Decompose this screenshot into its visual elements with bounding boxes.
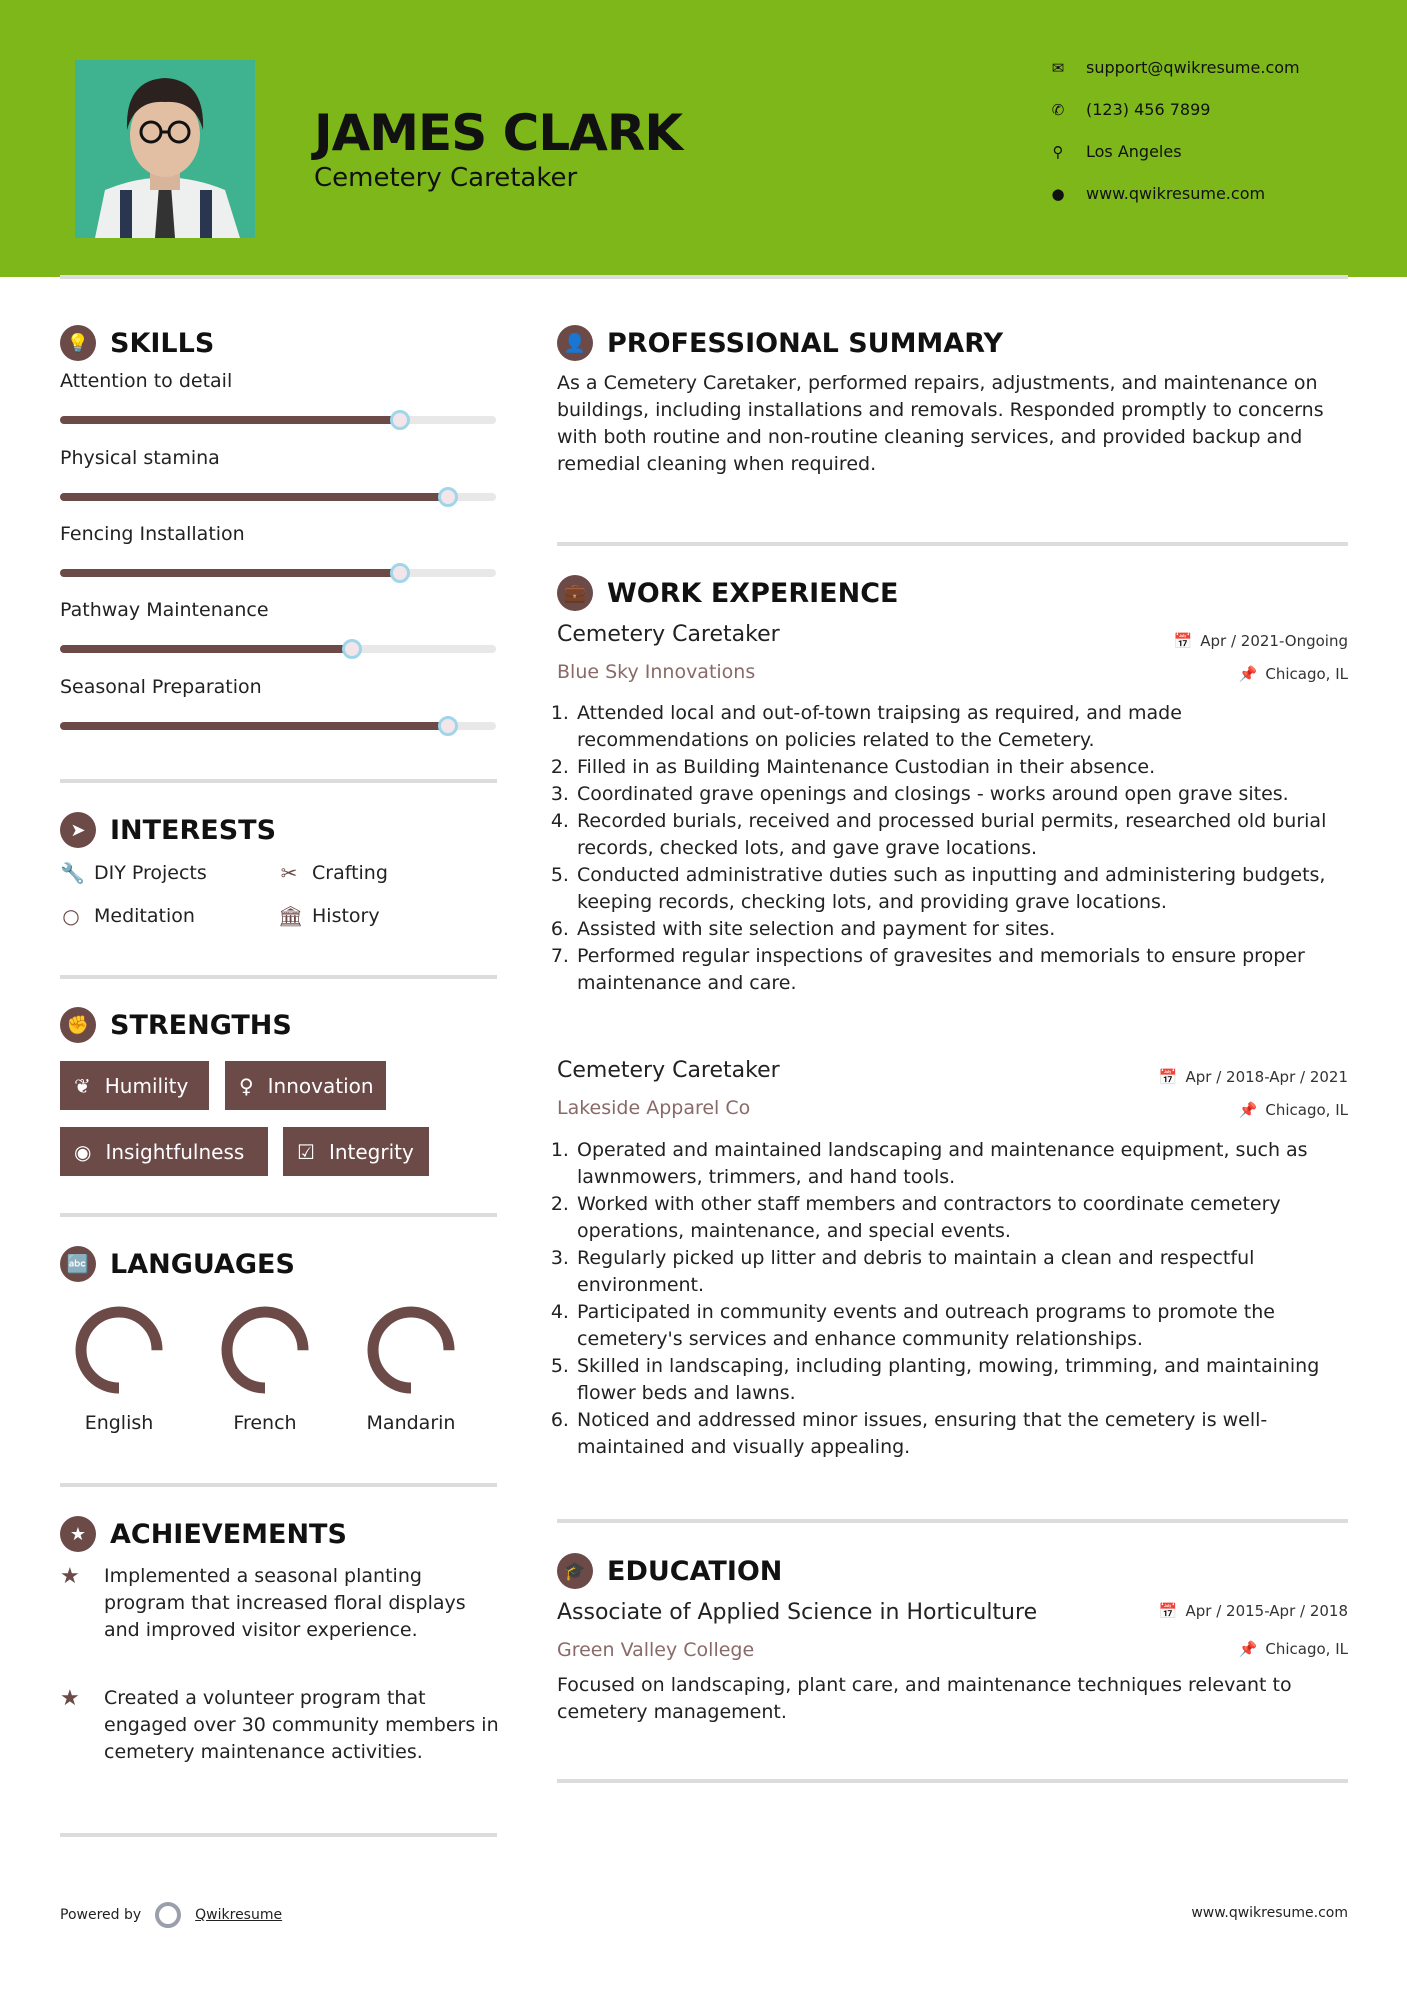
bullet: 5. Skilled in landscaping, including planting, mowing, trimming, and maintaining flower beds and lawns. — [575, 1353, 1347, 1407]
school-name: Green Valley College — [557, 1639, 755, 1661]
interest-item — [60, 861, 207, 885]
strength-label: Innovation — [267, 1073, 374, 1098]
skill-level-bar — [60, 645, 496, 653]
bullet: 6. Noticed and addressed minor issues, ensuring that the cemetery is well-maintained and visually appealing. — [575, 1407, 1347, 1461]
language-item — [351, 1302, 471, 1434]
dates-text: Apr / 2015-Apr / 2018 — [1185, 1602, 1348, 1620]
strength-tag — [283, 1127, 429, 1176]
qwikresume-link[interactable]: Qwikresume — [195, 1907, 283, 1923]
skill-level-bar — [60, 493, 496, 501]
interests-heading — [60, 812, 276, 848]
pin-icon: 📌 — [1238, 665, 1258, 683]
skill-level-fill — [60, 722, 448, 730]
language-label: Mandarin — [366, 1412, 456, 1434]
paper-plane-icon: ➤ — [60, 812, 96, 848]
strengths-heading — [60, 1007, 292, 1043]
interests-heading-text: INTERESTS — [110, 814, 277, 846]
contact-location — [1050, 142, 1182, 161]
footer-powered-by — [60, 1902, 282, 1928]
powered-by-text: Powered by — [60, 1907, 142, 1923]
language-level-ring — [217, 1302, 313, 1398]
map-marker-icon: ⚲ — [1052, 142, 1064, 161]
job-location — [1239, 1101, 1348, 1119]
phone-icon: ✆ — [1051, 100, 1065, 119]
eye-icon: ◉ — [74, 1139, 92, 1164]
strengths-heading-text: STRENGTHS — [110, 1009, 292, 1041]
achievement-item — [60, 1563, 500, 1644]
bank-icon: 🏛 — [278, 904, 304, 928]
skill-level-knob — [438, 716, 458, 736]
skills-heading — [60, 325, 214, 361]
divider — [60, 975, 497, 979]
pin-icon: 📌 — [1238, 1101, 1258, 1119]
job-bullets — [557, 1137, 1347, 1461]
strength-tag — [60, 1061, 209, 1110]
bullet: 7. Performed regular inspections of gravesites and memorials to ensure proper maintenance and care. — [575, 943, 1347, 997]
languages-heading-text: LANGUAGES — [110, 1248, 295, 1280]
skill-label: Seasonal Preparation — [60, 676, 262, 698]
achievements-heading — [60, 1516, 347, 1552]
skill-label: Fencing Installation — [60, 523, 245, 545]
calendar-icon: 📅 — [1173, 632, 1193, 650]
interest-item — [278, 904, 380, 928]
bullet: 2. Worked with other staff members and contractors to coordinate cemetery operations, maintenance, and special events. — [575, 1191, 1347, 1245]
dates-text: Apr / 2021-Ongoing — [1200, 632, 1348, 650]
contact-website[interactable] — [1050, 184, 1265, 203]
skill-level-knob — [342, 639, 362, 659]
briefcase-icon: 💼 — [557, 575, 593, 611]
divider — [60, 1833, 497, 1837]
divider — [60, 779, 497, 783]
circle-icon: ○ — [62, 904, 80, 928]
skill-level-fill — [60, 493, 448, 501]
graduate-icon: 🎓 — [557, 1553, 593, 1589]
pin-icon: 📌 — [1238, 1640, 1258, 1658]
lightbulb-icon: 💡 — [60, 325, 96, 361]
star-icon: ★ — [60, 1686, 80, 1711]
language-item — [205, 1302, 325, 1434]
interest-item — [60, 904, 195, 928]
divider — [60, 1483, 497, 1487]
job-dates — [1159, 1068, 1348, 1086]
achievement-item — [60, 1685, 500, 1766]
achievement-text: Created a volunteer program that engaged over 30 community members in cemetery maintenance activities. — [104, 1687, 499, 1763]
interest-item — [278, 861, 388, 885]
star-icon: ★ — [60, 1564, 80, 1589]
check-square-icon: ☑ — [297, 1139, 315, 1164]
candidate-name: JAMES CLARK — [314, 104, 683, 162]
star-badge-icon: ★ — [60, 1516, 96, 1552]
calendar-icon: 📅 — [1158, 1602, 1178, 1620]
phone-text: (123) 456 7899 — [1086, 100, 1211, 119]
lightbulb-icon: ♀ — [239, 1073, 254, 1098]
skill-level-fill — [60, 569, 400, 577]
strength-label: Integrity — [328, 1139, 414, 1164]
languages-heading — [60, 1246, 295, 1282]
divider — [557, 1519, 1348, 1523]
scissors-icon: ✂ — [280, 861, 298, 885]
job-location — [1239, 665, 1348, 683]
education-dates — [1159, 1602, 1348, 1620]
calendar-icon: 📅 — [1158, 1068, 1178, 1086]
candidate-title: Cemetery Caretaker — [314, 163, 578, 193]
strength-tag — [225, 1061, 386, 1110]
company-name: Lakeside Apparel Co — [557, 1097, 751, 1119]
education-location — [1239, 1640, 1348, 1658]
skill-level-fill — [60, 645, 352, 653]
bullet: 4. Recorded burials, received and processed burial permits, researched old burial records, checked lots, and gave grave locations. — [575, 808, 1347, 862]
achievement-text: Implemented a seasonal planting program that increased floral displays and improved visitor experience. — [104, 1565, 466, 1641]
skill-level-knob — [390, 410, 410, 430]
experience-heading — [557, 575, 898, 611]
footer-website-link[interactable]: www.qwikresume.com — [1191, 1905, 1348, 1921]
bullet: 3. Coordinated grave openings and closings - works around open grave sites. — [575, 781, 1347, 808]
bullet: 3. Regularly picked up litter and debris to maintain a clean and respectful environment. — [575, 1245, 1347, 1299]
job-title: Cemetery Caretaker — [557, 1058, 780, 1083]
language-level-ring — [71, 1302, 167, 1398]
strength-label: Humility — [104, 1073, 189, 1098]
interest-label: Meditation — [94, 905, 195, 927]
skill-label: Attention to detail — [60, 370, 233, 392]
skill-level-bar — [60, 722, 496, 730]
leaf-icon: ❦ — [74, 1073, 91, 1098]
qwikresume-logo-icon — [155, 1902, 181, 1928]
skill-level-knob — [438, 487, 458, 507]
summary-text: As a Cemetery Caretaker, performed repairs, adjustments, and maintenance on buildings, including installations and removals. Responded promptly to concerns with both routine and non-routine cleaning services, and provided backup and remedial cleaning when required. — [557, 372, 1324, 475]
degree-title: Associate of Applied Science in Horticulture — [557, 1600, 1038, 1625]
bullet: 1. Attended local and out-of-town traipsing as required, and made recommendations on policies related to the Cemetery. — [575, 700, 1347, 754]
divider — [60, 1213, 497, 1217]
strength-label: Insightfulness — [105, 1139, 245, 1164]
skill-label: Pathway Maintenance — [60, 599, 269, 621]
divider — [557, 1779, 1348, 1783]
skill-level-bar — [60, 569, 496, 577]
language-item — [59, 1302, 179, 1434]
skill-level-bar — [60, 416, 496, 424]
experience-heading-text: WORK EXPERIENCE — [607, 577, 899, 609]
location-text: Chicago, IL — [1265, 1101, 1348, 1119]
skill-level-knob — [390, 563, 410, 583]
location-text: Chicago, IL — [1265, 665, 1348, 683]
summary-heading — [557, 325, 1003, 361]
email-text: support@qwikresume.com — [1086, 58, 1300, 77]
globe-icon: ● — [1051, 184, 1065, 203]
bullet: 4. Participated in community events and outreach programs to promote the cemetery's services and enhance community relationships. — [575, 1299, 1347, 1353]
skills-heading-text: SKILLS — [110, 327, 215, 359]
language-label: French — [233, 1412, 297, 1434]
summary-heading-text: PROFESSIONAL SUMMARY — [607, 327, 1004, 359]
bullet: 6. Assisted with site selection and payment for sites. — [575, 916, 1347, 943]
contact-phone[interactable] — [1050, 100, 1210, 119]
education-heading — [557, 1553, 782, 1589]
achievements-heading-text: ACHIEVEMENTS — [110, 1518, 347, 1550]
dates-text: Apr / 2018-Apr / 2021 — [1185, 1068, 1348, 1086]
interest-label: History — [312, 905, 380, 927]
bullet: 5. Conducted administrative duties such as inputting and administering budgets, keeping records, checking lots, and providing grave locations. — [575, 862, 1347, 916]
profile-photo — [75, 60, 255, 238]
bullet: 2. Filled in as Building Maintenance Custodian in their absence. — [575, 754, 1347, 781]
location-text: Los Angeles — [1086, 142, 1182, 161]
interest-label: Crafting — [312, 862, 388, 884]
divider — [557, 542, 1348, 546]
language-level-ring — [363, 1302, 459, 1398]
user-icon: 👤 — [557, 325, 593, 361]
skill-level-fill — [60, 416, 400, 424]
location-text: Chicago, IL — [1265, 1640, 1348, 1658]
education-description: Focused on landscaping, plant care, and maintenance techniques relevant to cemetery management. — [557, 1674, 1292, 1723]
wrench-icon: 🔧 — [60, 861, 85, 885]
skill-label: Physical stamina — [60, 447, 220, 469]
bullet: 1. Operated and maintained landscaping and maintenance equipment, such as lawnmowers, trimmers, and hand tools. — [575, 1137, 1347, 1191]
language-label: English — [84, 1412, 154, 1434]
website-text: www.qwikresume.com — [1086, 184, 1266, 203]
company-name: Blue Sky Innovations — [557, 661, 756, 683]
education-heading-text: EDUCATION — [607, 1555, 783, 1587]
strength-tag — [60, 1127, 268, 1176]
fist-icon: ✊ — [60, 1007, 96, 1043]
envelope-icon: ✉ — [1051, 58, 1065, 77]
header-divider — [60, 275, 1348, 279]
job-bullets — [557, 700, 1347, 997]
language-icon: 🔤 — [60, 1246, 96, 1282]
job-dates — [1174, 632, 1348, 650]
contact-email[interactable] — [1050, 58, 1300, 77]
job-title: Cemetery Caretaker — [557, 622, 780, 647]
interest-label: DIY Projects — [94, 862, 207, 884]
